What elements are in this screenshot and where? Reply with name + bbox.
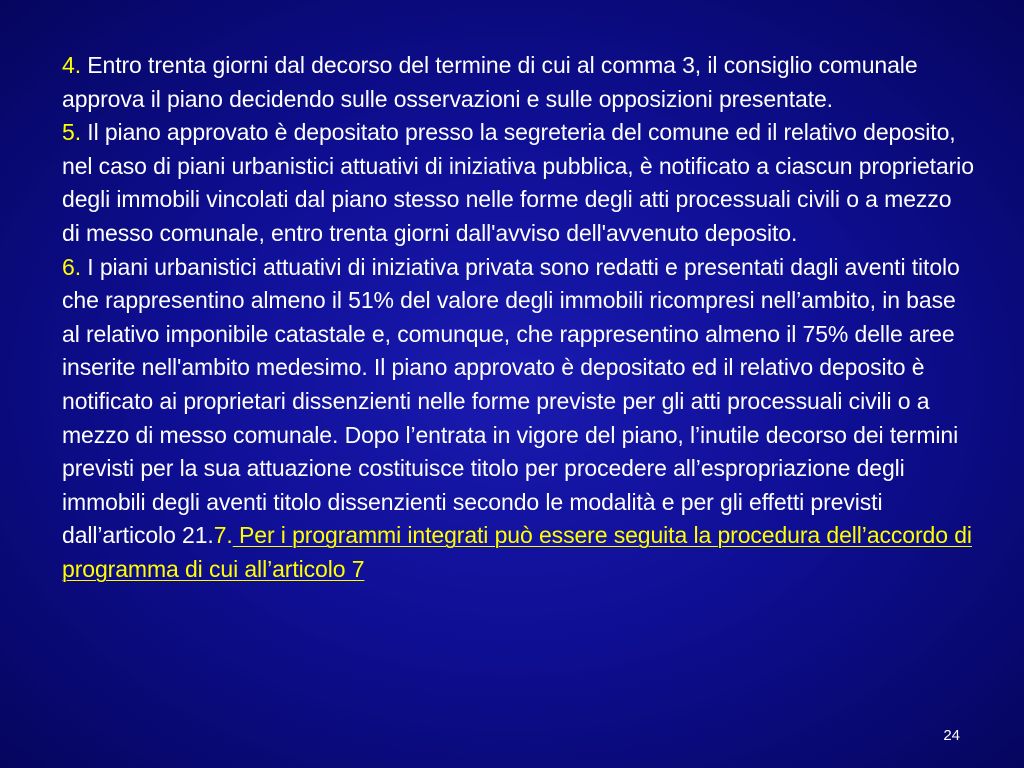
paragraph-text: Entro trenta giorni dal decorso del termine di cui al comma 3, il consiglio comunale approva il piano decidendo sulle osservazioni e sulle opposizioni presentate.: [62, 52, 918, 112]
paragraph-text: I piani urbanistici attuativi di iniziativa privata sono redatti e presentati dagli aventi titolo che rappresentino almeno il 51% del valore degli immobili ricompresi nell’ambito, in base al relativo imponibile catastale e, comunque, che rappresentino almeno il 75% delle aree inserite nell'ambito medesimo. Il piano approvato è depositato ed il relativo deposito è notificato ai proprietari dissenzienti nelle forme previste per gli atti processuali civili o a mezzo di messo comunale. Dopo l’entrata in vigore del piano, l’inutile decorso dei termini previsti per la sua attuazione costituisce titolo per procedere all’espropriazione degli immobili degli aventi titolo dissenzienti secondo le modalità e per gli effetti previsti dall’articolo 21.: [62, 253, 960, 549]
paragraph-number: 4.: [62, 52, 81, 78]
paragraph-5: [62, 116, 974, 250]
paragraph-text: Il piano approvato è depositato presso la segreteria del comune ed il relativo deposito, nel caso di piani urbanistici attuativi di iniziativa pubblica, è notificato a ciascun proprietario degli immobili vincolati dal piano stesso nelle forme degli atti processuali civili o a mezzo di messo comunale, entro trenta giorni dall'avviso dell'avvenuto deposito.: [62, 119, 974, 246]
paragraph-7-number: 7.: [213, 522, 233, 549]
paragraph-7-link[interactable]: Per i programmi integrati può essere seguita la procedura dell’accordo di programma di cui all’articolo 7: [62, 522, 972, 582]
paragraph-number: 6.: [62, 253, 81, 280]
paragraph-number: 5.: [62, 119, 81, 146]
paragraph-4: [62, 49, 974, 116]
slide-body-text: [62, 49, 974, 587]
paragraph-6: [62, 251, 974, 587]
page-number: 24: [943, 727, 960, 744]
